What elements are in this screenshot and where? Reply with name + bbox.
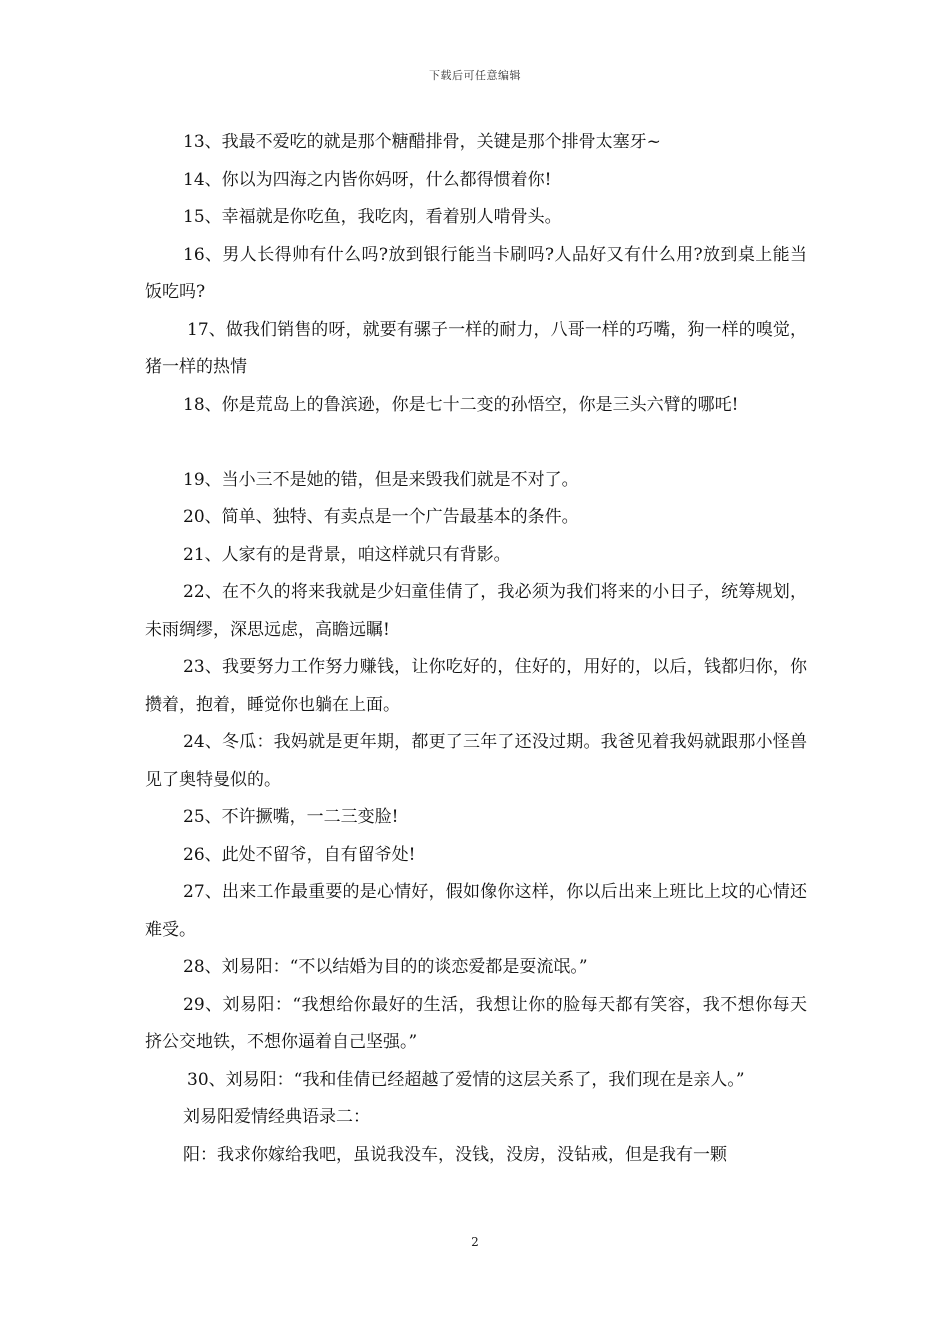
paragraph-20: 20、简单、独特、有卖点是一个广告最基本的条件。 [183,507,579,527]
paragraph-27: 27、出来工作最重要的是心情好，假如像你这样，你以后出来上班比上坟的心情还难受。 [145,882,807,940]
paragraph-yang: 阳：我求你嫁给我吧，虽说我没车，没钱，没房，没钻戒，但是我有一颗 [183,1144,727,1165]
paragraph-24: 24、冬瓜：我妈就是更年期，都更了三年了还没过期。我爸见着我妈就跟那小怪兽见了奥特曼似的。 [145,732,807,790]
paragraph-26: 26、此处不留爷，自有留爷处! [183,844,416,865]
paragraph-28: 28、刘易阳：“不以结婚为目的的谈恋爱都是耍流氓。” [183,957,588,977]
paragraph-30: 30、刘易阳：“我和佳倩已经超越了爱情的这层关系了，我们现在是亲人。” [187,1069,745,1090]
paragraph-17: 17、做我们销售的呀，就要有骡子一样的耐力，八哥一样的巧嘴，狗一样的嗅觉，猪一样的热情 [145,319,807,377]
paragraph-22: 22、在不久的将来我就是少妇童佳倩了，我必须为我们将来的小日子，统筹规划，未雨绸缪，深思远虑，高瞻远瞩! [145,582,807,640]
paragraph-16: 16、男人长得帅有什么吗?放到银行能当卡刷吗?人品好又有什么用?放到桌上能当饭吃吗? [145,244,807,302]
paragraph-18: 18、你是荒岛上的鲁滨逊，你是七十二变的孙悟空，你是三头六臂的哪吒! [183,394,739,415]
paragraph-29: 29、刘易阳：“我想给你最好的生活，我想让你的脸每天都有笑容，我不想你每天挤公交地铁，不想你逼着自己坚强。” [145,994,807,1052]
paragraph-14: 14、你以为四海之内皆你妈呀，什么都得惯着你! [183,169,552,190]
section-heading: 刘易阳爱情经典语录二： [183,1107,370,1127]
paragraph-13: 13、我最不爱吃的就是那个糖醋排骨，关键是那个排骨太塞牙~ [183,132,661,152]
paragraph-19: 19、当小三不是她的错，但是来毁我们就是不对了。 [183,469,579,490]
page-number: 2 [471,1235,479,1249]
paragraph-15: 15、幸福就是你吃鱼，我吃肉，看着别人啃骨头。 [183,207,562,227]
paragraph-21: 21、人家有的是背景，咱这样就只有背影。 [183,544,511,565]
paragraph-25: 25、不许撅嘴，一二三变脸! [183,807,399,827]
page-header: 下载后可任意编辑 [429,69,521,82]
body-text [145,124,807,1174]
paragraph-23: 23、我要努力工作努力赚钱，让你吃好的，住好的，用好的，以后，钱都归你，你攒着，抱着，睡觉你也躺在上面。 [145,657,807,715]
